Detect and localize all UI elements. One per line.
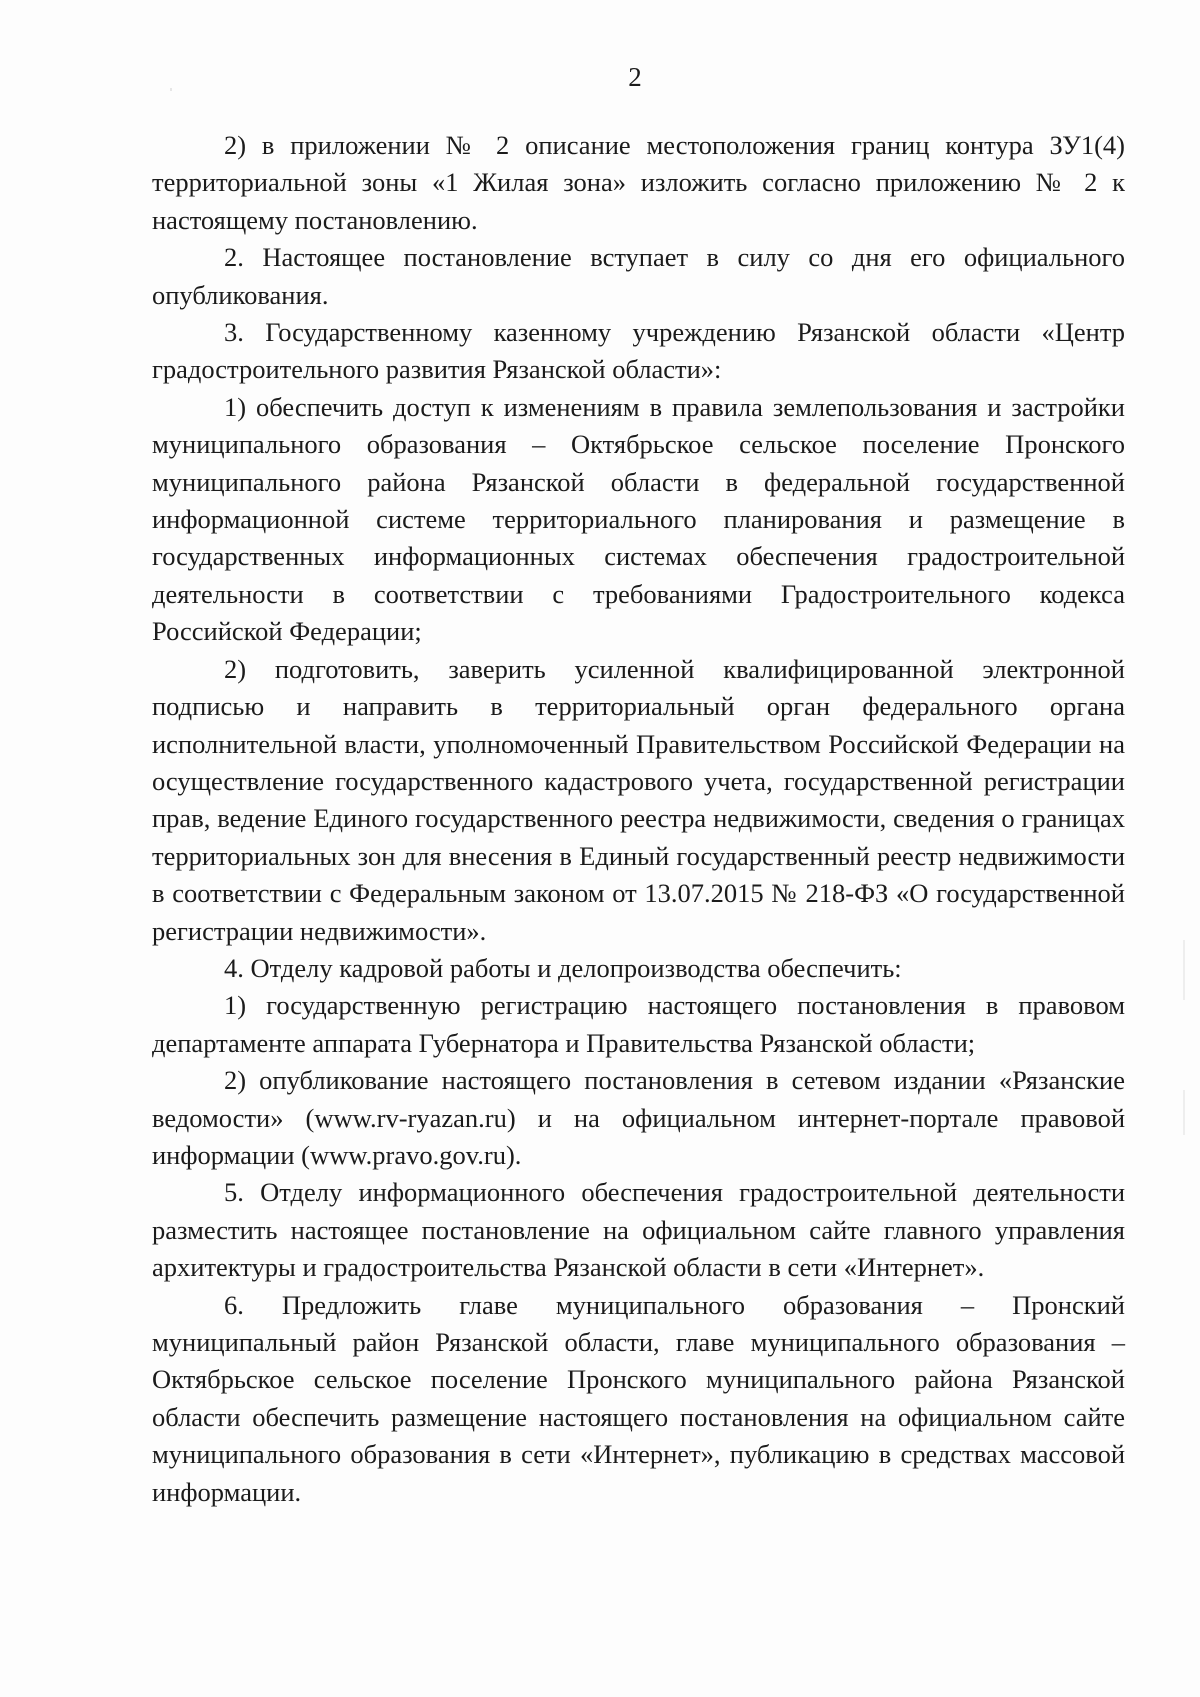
paragraph-section-3: 3. Государственному казенному учреждению Рязанской области «Центр градостроительного развития Рязанской области»: <box>152 317 1125 385</box>
scan-speck <box>170 88 172 91</box>
paragraph-item-3-2: 2) подготовить, заверить усиленной квалифицированной электронной подписью и направить в территориальный орган федерального органа исполнительной власти, уполномоченный Правительством Российской Федерации на осуществление государственного кадастрового учета, государственной регистрации прав, ведение Единого государственного реестра недвижимости, сведения о границах территориальных зон для внесения в Единый государственный реестр недвижимости в соответствии с Федеральным законом от 13.07.2015 № 218-ФЗ «О государственной регистрации недвижимости». <box>152 653 1125 946</box>
paragraph-item-4-2: 2) опубликование настоящего постановления в сетевом издании «Рязанские ведомости» (www.rv-ryazan.ru) и на официальном интернет-портале правовой информации (www.pravo.gov.ru). <box>152 1065 1125 1170</box>
paragraph-section-6: 6. Предложить главе муниципального образования – Пронский муниципальный район Рязанской области, главе муниципального образования – Октябрьское сельское поселение Пронского муниципального района Рязанской области обеспечить размещение настоящего постановления на официальном сайте муниципального образования в сети «Интернет», публикацию в средствах массовой информации. <box>152 1289 1125 1507</box>
paragraph-item-3-1: 1) обеспечить доступ к изменениям в правила землепользования и застройки муниципального образования – Октябрьское сельское поселение Пронского муниципального района Рязанской области в федеральной государственной информационной системе территориального планирования и размещение в государственных информационных системах обеспечения градостроительной деятельности в соответствии с требованиями Градостроительного кодекса Российской Федерации; <box>152 391 1125 647</box>
paragraph-section-2: 2. Настоящее постановление вступает в силу со дня его официального опубликования. <box>152 242 1125 310</box>
paragraph-item-2-1: 2) в приложении № 2 описание местоположения границ контура ЗУ1(4) территориальной зоны «1 Жилая зона» изложить согласно приложению № 2 к настоящему постановлению. <box>152 130 1125 235</box>
paragraph-section-4: 4. Отделу кадровой работы и делопроизводства обеспечить: <box>224 952 902 983</box>
document-body <box>152 127 1125 1511</box>
paragraph-item-4-1: 1) государственную регистрацию настоящего постановления в правовом департаменте аппарата Губернатора и Правительства Рязанской области; <box>152 990 1125 1058</box>
scan-speck <box>1183 1090 1185 1135</box>
paragraph-section-5: 5. Отделу информационного обеспечения градостроительной деятельности разместить настоящее постановление на официальном сайте главного управления архитектуры и градостроительства Рязанской области в сети «Интернет». <box>152 1177 1125 1283</box>
scan-speck <box>1183 940 1185 1000</box>
page-number: 2 <box>628 62 642 92</box>
